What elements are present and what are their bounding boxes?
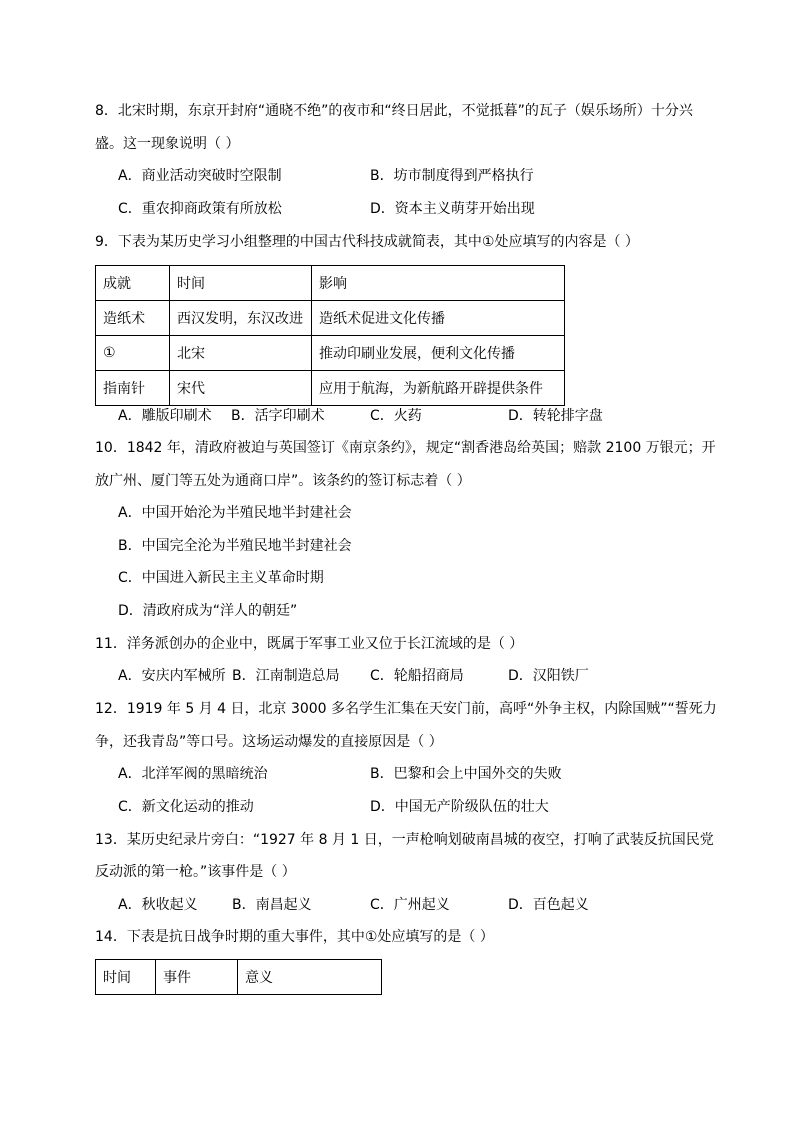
q14-table-header: 意义 — [238, 960, 382, 995]
q12-option-a: A．北洋军阀的黑暗统治 — [118, 766, 268, 782]
q9-option-d: D．转轮排字盘 — [508, 408, 603, 424]
q9-table-cell: 西汉发明，东汉改进 — [170, 301, 312, 336]
q14-table — [95, 959, 382, 995]
q9-table-header: 成就 — [96, 266, 170, 301]
q9-table-header: 时间 — [170, 266, 312, 301]
q10-option-d: D．清政府成为“洋人的朝廷” — [118, 603, 298, 619]
q11-option-c: C．轮船招商局 — [370, 668, 464, 684]
q12-stem-line2: 争，还我青岛”等口号。这场运动爆发的直接原因是（ ） — [95, 734, 443, 750]
q8-stem-line2: 盛。这一现象说明（ ） — [95, 136, 240, 152]
q13-option-d: D．百色起义 — [508, 897, 589, 913]
q9-table-cell: 造纸术促进文化传播 — [312, 301, 565, 336]
q11-option-a: A．安庆内军械所 — [118, 668, 226, 684]
q10-option-a: A．中国开始沦为半殖民地半封建社会 — [118, 505, 352, 521]
q10-stem-line2: 放广州、厦门等五处为通商口岸”。该条约的签订标志着（ ） — [95, 473, 471, 489]
q9-option-b: B．活字印刷术 — [231, 408, 325, 424]
q10-option-b: B．中国完全沦为半殖民地半封建社会 — [118, 538, 352, 554]
q9-table-cell: 指南针 — [96, 371, 170, 406]
q14-stem-line1: 14．下表是抗日战争时期的重大事件，其中①处应填写的是（ ） — [95, 929, 494, 945]
q9-table-cell: 推动印刷业发展，便利文化传播 — [312, 336, 565, 371]
q9-table-cell: 造纸术 — [96, 301, 170, 336]
q9-table-cell: 北宋 — [170, 336, 312, 371]
q13-stem-line2: 反动派的第一枪。”该事件是（ ） — [95, 864, 296, 880]
q9-option-a: A．雕版印刷术 — [118, 408, 212, 424]
table-row — [96, 336, 565, 371]
q8-option-a: A．商业活动突破时空限制 — [118, 168, 282, 184]
q9-table — [95, 265, 565, 406]
q14-table-header-row — [96, 960, 382, 995]
table-row — [96, 371, 565, 406]
q13-option-b: B．南昌起义 — [232, 897, 312, 913]
q8-stem-line1: 8．北宋时期，东京开封府“通晓不绝”的夜市和“终日居此，不觉抵暮”的瓦子（娱乐场所）十分兴 — [95, 103, 693, 119]
q11-option-b: B．江南制造总局 — [232, 668, 340, 684]
q14-table-header: 事件 — [156, 960, 238, 995]
q12-option-c: C．新文化运动的推动 — [118, 799, 254, 815]
q9-table-header: 影响 — [312, 266, 565, 301]
q13-option-c: C．广州起义 — [370, 897, 450, 913]
q9-option-c: C．火药 — [370, 408, 422, 424]
q14-table-header: 时间 — [96, 960, 156, 995]
q12-option-b: B．巴黎和会上中国外交的失败 — [370, 766, 562, 782]
q13-option-a: A．秋收起义 — [118, 897, 198, 913]
q8-option-b: B．坊市制度得到严格执行 — [370, 168, 534, 184]
q9-table-cell: 宋代 — [170, 371, 312, 406]
q10-stem-line1: 10．1842 年，清政府被迫与英国签订《南京条约》，规定“割香港岛给英国；赔款 2100 万银元；开 — [95, 440, 716, 456]
q11-option-d: D．汉阳铁厂 — [508, 668, 589, 684]
q12-stem-line1: 12．1919 年 5 月 4 日，北京 3000 多名学生汇集在天安门前，高呼“外争主权，内除国贼”“誓死力 — [95, 701, 717, 717]
q9-table-cell: ① — [96, 336, 170, 371]
q8-option-c: C．重农抑商政策有所放松 — [118, 201, 282, 217]
q9-table-header-row — [96, 266, 565, 301]
q9-stem-line1: 9．下表为某历史学习小组整理的中国古代科技成就简表，其中①处应填写的内容是（ ） — [95, 234, 639, 250]
q9-table-cell: 应用于航海，为新航路开辟提供条件 — [312, 371, 565, 406]
table-row — [96, 301, 565, 336]
q12-option-d: D．中国无产阶级队伍的壮大 — [370, 799, 549, 815]
q13-stem-line1: 13．某历史纪录片旁白：“1927 年 8 月 1 日，一声枪响划破南昌城的夜空，打响了武装反抗国民党 — [95, 832, 714, 848]
q8-option-d: D．资本主义萌芽开始出现 — [370, 201, 535, 217]
q11-stem-line1: 11．洋务派创办的企业中，既属于军事工业又位于长江流域的是（ ） — [95, 636, 524, 652]
q10-option-c: C．中国进入新民主主义革命时期 — [118, 570, 324, 586]
